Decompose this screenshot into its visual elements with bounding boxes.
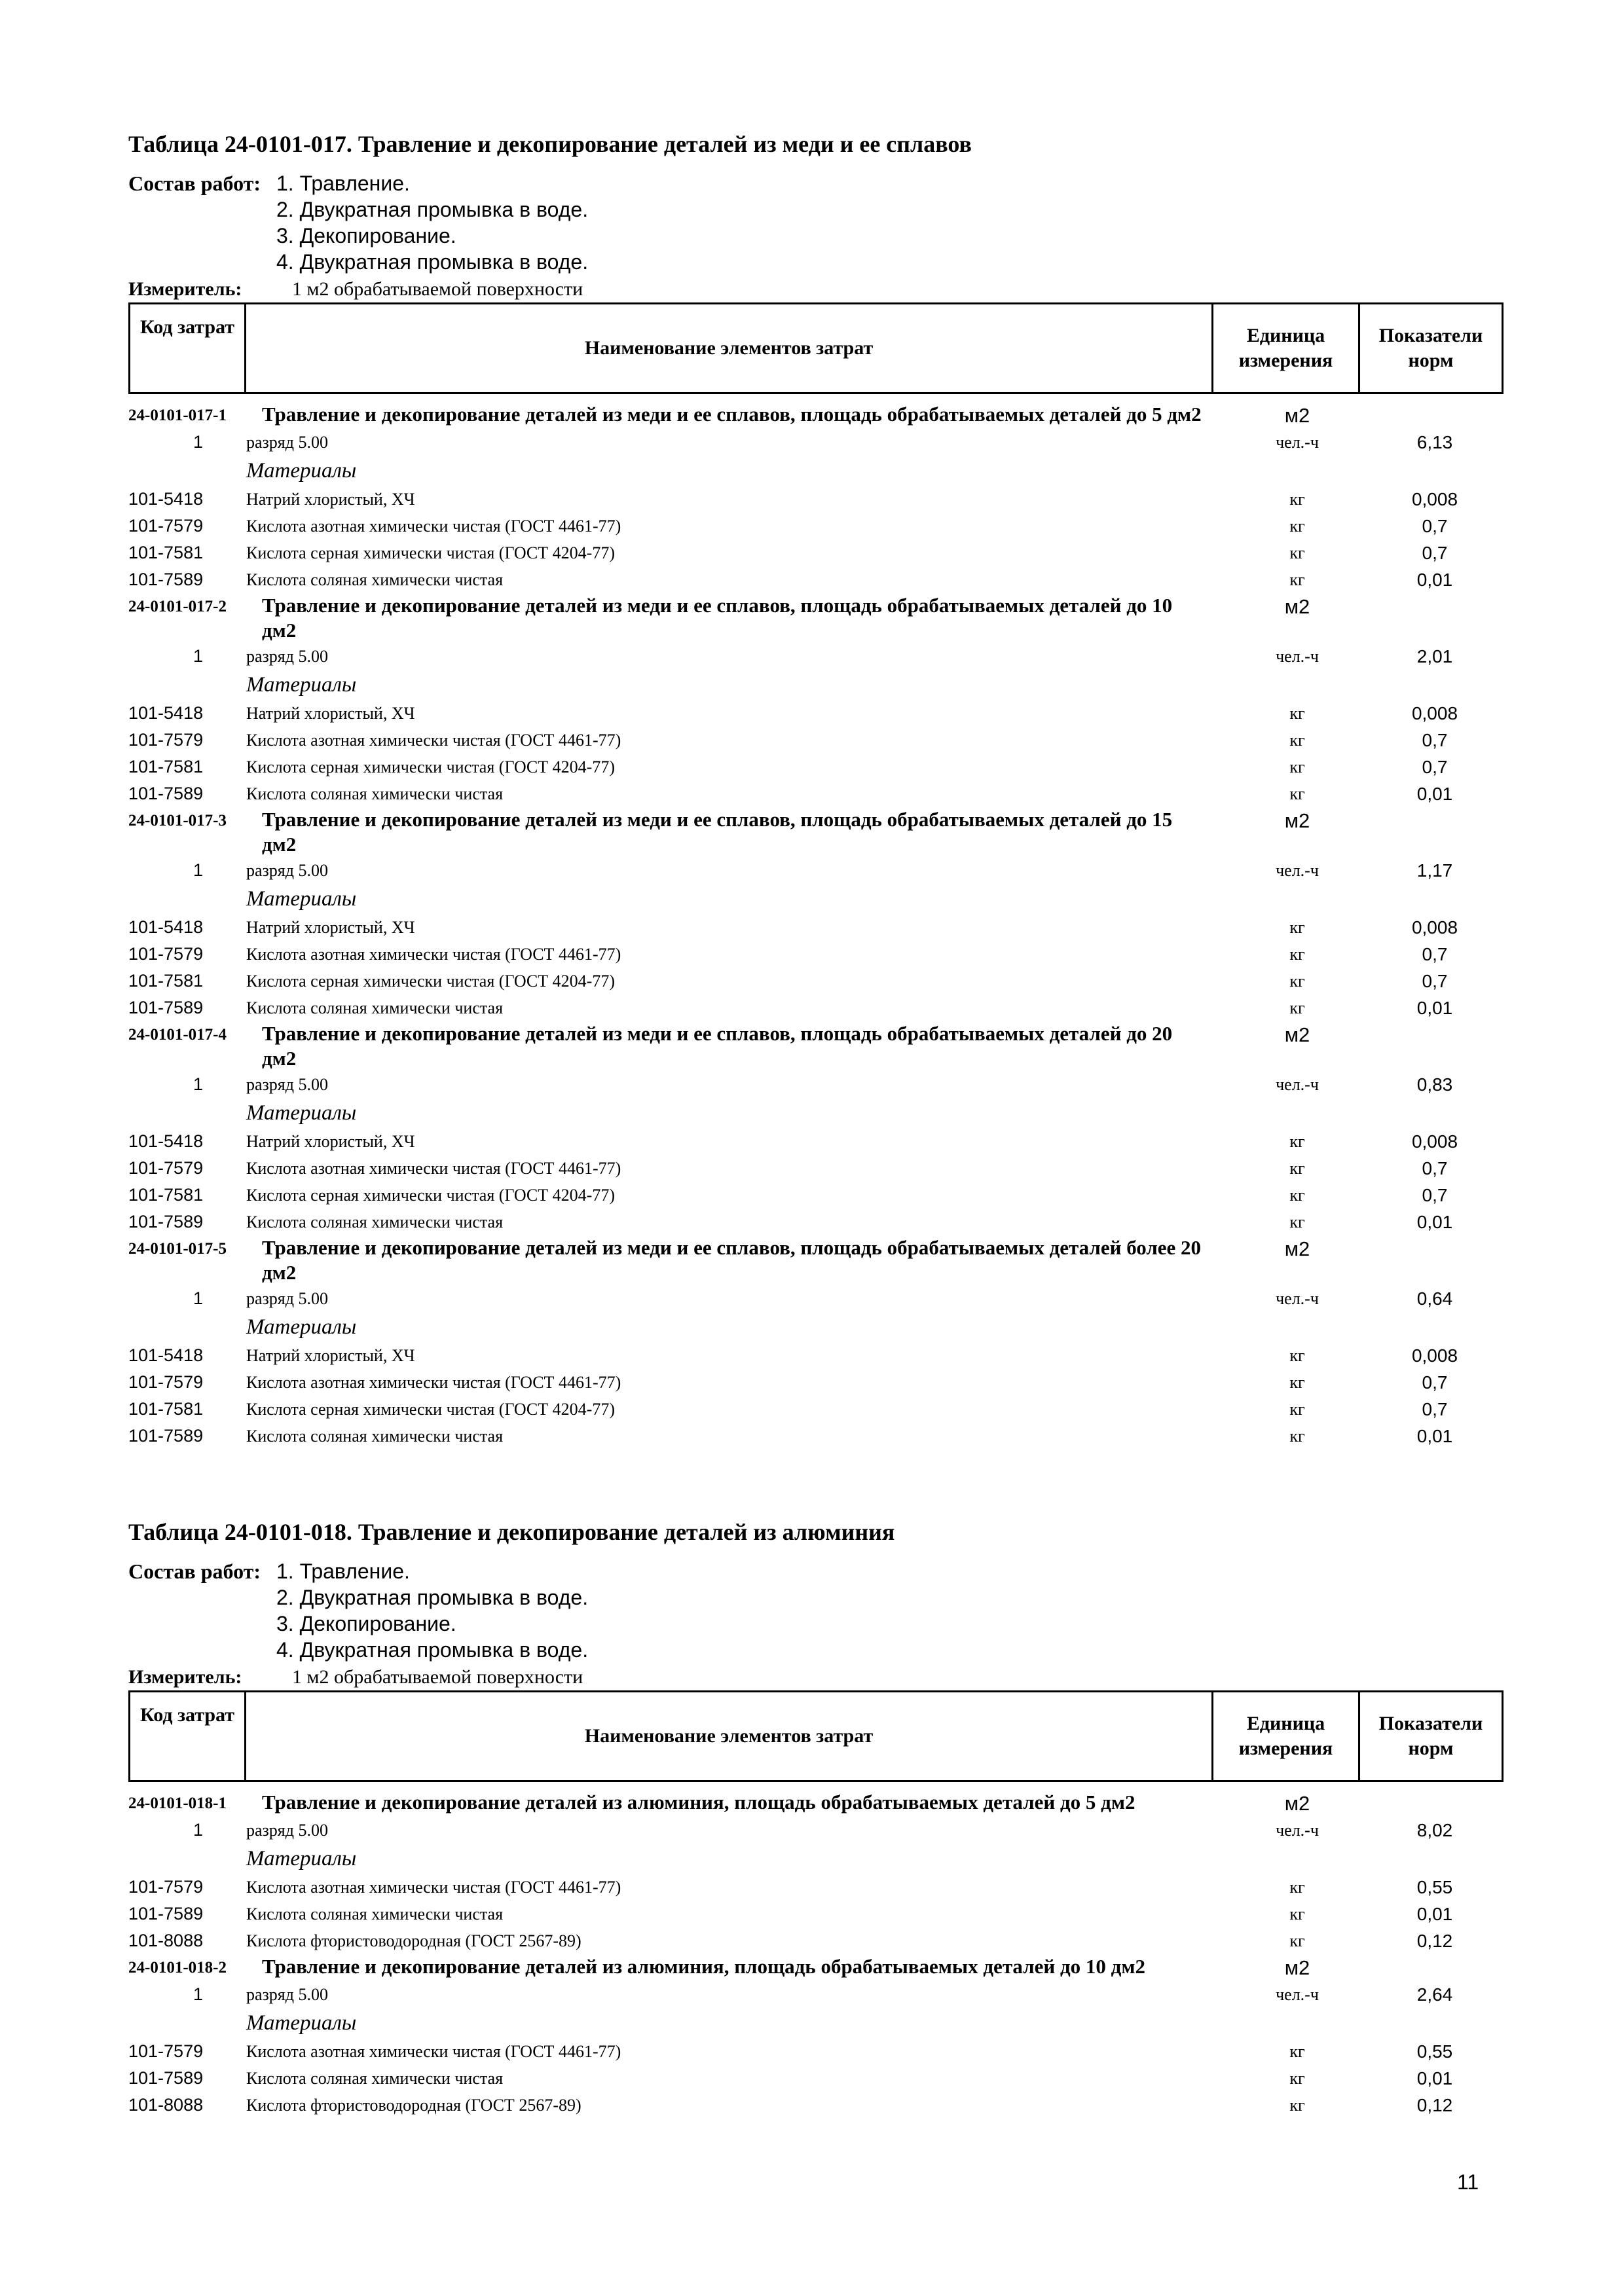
material-code: 101-7581	[128, 543, 204, 562]
material-row	[128, 1396, 1504, 1423]
cost-group-row	[128, 593, 1504, 643]
material-unit: кг	[1289, 972, 1305, 991]
labor-name: разряд 5.00	[246, 647, 328, 666]
cost-name: Травление и декопирование деталей из меди и ее сплавов, площадь обрабатываемых деталей до 10 дм2	[262, 594, 1173, 642]
labor-unit: чел.-ч	[1276, 861, 1319, 880]
cost-code: 24-0101-017-2	[128, 598, 227, 615]
material-code: 101-7579	[128, 1158, 204, 1178]
material-row	[128, 1182, 1504, 1209]
material-name: Кислота фтористоводородная (ГОСТ 2567-89)	[246, 1931, 581, 1950]
materials-heading-row	[128, 1844, 1504, 1874]
material-name: Кислота азотная химически чистая (ГОСТ 4461-77)	[246, 731, 621, 750]
material-name: Кислота соляная химически чистая	[246, 2069, 504, 2088]
material-unit: кг	[1289, 784, 1305, 803]
material-unit: кг	[1289, 757, 1305, 776]
cost-group-row	[128, 1790, 1504, 1817]
material-name: Кислота серная химически чистая (ГОСТ 4204-77)	[246, 757, 615, 776]
material-unit: кг	[1289, 2096, 1305, 2115]
material-code: 101-5418	[128, 489, 204, 509]
labor-row	[128, 643, 1504, 670]
material-code: 101-7579	[128, 516, 204, 536]
header-norm: Показатели норм	[1378, 325, 1483, 371]
material-norm: 0,01	[1416, 784, 1453, 804]
labor-code: 1	[193, 646, 203, 666]
material-unit: кг	[1289, 2042, 1305, 2061]
material-code: 101-5418	[128, 703, 204, 723]
material-row	[128, 486, 1504, 513]
material-row	[128, 2092, 1504, 2119]
material-unit: кг	[1289, 1373, 1305, 1392]
material-name: Кислота соляная химически чистая	[246, 570, 504, 589]
material-code: 101-7581	[128, 1185, 204, 1205]
material-unit: кг	[1289, 1878, 1305, 1897]
header-name: Наименование элементов затрат	[246, 1692, 1213, 1780]
material-norm: 0,008	[1411, 703, 1458, 723]
labor-name: разряд 5.00	[246, 1985, 328, 2004]
materials-heading-row	[128, 670, 1504, 700]
material-norm: 0,008	[1411, 1345, 1458, 1366]
material-code: 101-7579	[128, 1877, 204, 1897]
material-row	[128, 1128, 1504, 1155]
material-row	[128, 513, 1504, 539]
cost-code: 24-0101-017-1	[128, 407, 227, 424]
cost-name: Травление и декопирование деталей из меди и ее сплавов, площадь обрабатываемых деталей до 15 дм2	[262, 808, 1173, 856]
cost-unit: м2	[1284, 595, 1310, 618]
labor-norm: 8,02	[1416, 1820, 1453, 1840]
cost-unit: м2	[1284, 1237, 1310, 1260]
material-norm: 0,55	[1416, 1877, 1453, 1897]
header-name: Наименование элементов затрат	[246, 304, 1213, 392]
cost-name: Травление и декопирование деталей из алюминия, площадь обрабатываемых деталей до 10 дм2	[262, 1955, 1145, 1978]
labor-row	[128, 1981, 1504, 2008]
labor-name: разряд 5.00	[246, 1821, 328, 1840]
material-row	[128, 1209, 1504, 1235]
material-norm: 0,7	[1422, 516, 1448, 536]
labor-row	[128, 1071, 1504, 1098]
material-code: 101-5418	[128, 1345, 204, 1365]
labor-norm: 0,64	[1416, 1288, 1453, 1309]
material-row	[128, 1155, 1504, 1182]
material-unit: кг	[1289, 1212, 1305, 1231]
labor-unit: чел.-ч	[1276, 1289, 1319, 1308]
material-row	[128, 2065, 1504, 2092]
work-step: 2. Двукратная промывка в воде.	[276, 198, 589, 221]
material-code: 101-7579	[128, 944, 204, 964]
labor-row	[128, 1285, 1504, 1312]
material-name: Кислота соляная химически чистая	[246, 1427, 504, 1446]
material-row	[128, 968, 1504, 994]
table-header	[128, 1690, 1504, 1782]
labor-code: 1	[193, 1984, 203, 2004]
material-code: 101-7589	[128, 1426, 204, 1446]
material-unit: кг	[1289, 1159, 1305, 1178]
material-unit: кг	[1289, 2069, 1305, 2088]
cost-unit: м2	[1284, 809, 1310, 832]
labor-norm: 2,64	[1416, 1984, 1453, 2005]
work-step: 1. Травление.	[276, 1559, 410, 1583]
materials-heading: Материалы	[246, 1847, 357, 1870]
header-code: Код затрат	[130, 1692, 246, 1780]
material-norm: 0,7	[1422, 1372, 1448, 1393]
material-name: Натрий хлористый, ХЧ	[246, 490, 415, 509]
materials-heading-row	[128, 1098, 1504, 1128]
material-code: 101-7589	[128, 998, 204, 1017]
cost-unit: м2	[1284, 1956, 1310, 1979]
cost-unit: м2	[1284, 404, 1310, 427]
material-row	[128, 941, 1504, 968]
labor-name: разряд 5.00	[246, 1075, 328, 1094]
material-norm: 0,008	[1411, 917, 1458, 938]
material-norm: 0,7	[1422, 1399, 1448, 1419]
material-code: 101-7589	[128, 1212, 204, 1231]
work-steps	[276, 1558, 1504, 1663]
table-body	[128, 402, 1504, 1449]
work-steps	[276, 170, 1504, 275]
work-composition	[128, 170, 1504, 275]
labor-code: 1	[193, 860, 203, 880]
material-unit: кг	[1289, 1931, 1305, 1950]
labor-row	[128, 1817, 1504, 1844]
material-unit: кг	[1289, 918, 1305, 937]
table-title: Таблица 24-0101-018. Травление и декопирование деталей из алюминия	[128, 1519, 895, 1545]
materials-heading: Материалы	[246, 2011, 357, 2035]
material-code: 101-5418	[128, 1131, 204, 1151]
material-unit: кг	[1289, 1132, 1305, 1151]
labor-name: разряд 5.00	[246, 861, 328, 880]
labor-code: 1	[193, 1288, 203, 1308]
material-unit: кг	[1289, 704, 1305, 723]
table-017-section	[128, 130, 1504, 1449]
material-code: 101-7589	[128, 570, 204, 589]
cost-group-row	[128, 1954, 1504, 1981]
labor-name: разряд 5.00	[246, 1289, 328, 1308]
material-norm: 0,12	[1416, 1931, 1453, 1951]
material-row	[128, 2038, 1504, 2065]
table-body	[128, 1790, 1504, 2119]
material-name: Кислота соляная химически чистая	[246, 1904, 504, 1923]
labor-unit: чел.-ч	[1276, 1985, 1319, 2004]
work-composition-label: Состав работ:	[128, 172, 261, 195]
material-name: Натрий хлористый, ХЧ	[246, 918, 415, 937]
material-norm: 0,7	[1422, 944, 1448, 964]
material-name: Кислота азотная химически чистая (ГОСТ 4461-77)	[246, 1159, 621, 1178]
material-row	[128, 1342, 1504, 1369]
material-row	[128, 754, 1504, 780]
material-norm: 0,01	[1416, 998, 1453, 1018]
cost-code: 24-0101-018-1	[128, 1795, 227, 1812]
work-step: 3. Декопирование.	[276, 1612, 456, 1635]
material-code: 101-5418	[128, 917, 204, 937]
labor-code: 1	[193, 1074, 203, 1094]
work-composition	[128, 1558, 1504, 1663]
material-row	[128, 1423, 1504, 1449]
work-step: 3. Декопирование.	[276, 224, 456, 247]
labor-unit: чел.-ч	[1276, 1821, 1319, 1840]
material-name: Кислота фтористоводородная (ГОСТ 2567-89)	[246, 2096, 581, 2115]
material-code: 101-7579	[128, 1372, 204, 1392]
material-row	[128, 700, 1504, 727]
material-code: 101-7581	[128, 1399, 204, 1419]
material-norm: 0,01	[1416, 1212, 1453, 1232]
measure	[128, 275, 1504, 301]
material-code: 101-8088	[128, 1931, 204, 1950]
measure-value: 1 м2 обрабатываемой поверхности	[292, 1666, 583, 1688]
material-norm: 0,008	[1411, 1131, 1458, 1152]
measure	[128, 1663, 1504, 1689]
material-code: 101-7589	[128, 2068, 204, 2088]
cost-group-row	[128, 807, 1504, 857]
header-unit: Единица измерения	[1213, 1692, 1360, 1780]
cost-name: Травление и декопирование деталей из алюминия, площадь обрабатываемых деталей до 5 дм2	[262, 1791, 1135, 1813]
material-unit: кг	[1289, 1400, 1305, 1419]
labor-norm: 0,83	[1416, 1074, 1453, 1095]
labor-code: 1	[193, 1820, 203, 1840]
measure-label: Измеритель:	[128, 1666, 242, 1688]
material-name: Кислота азотная химически чистая (ГОСТ 4461-77)	[246, 945, 621, 964]
material-row	[128, 539, 1504, 566]
cost-code: 24-0101-017-4	[128, 1026, 227, 1044]
material-code: 101-7581	[128, 757, 204, 776]
material-norm: 0,7	[1422, 971, 1448, 991]
material-norm: 0,7	[1422, 543, 1448, 563]
material-unit: кг	[1289, 543, 1305, 562]
cost-name: Травление и декопирование деталей из меди и ее сплавов, площадь обрабатываемых деталей более 20 дм2	[262, 1236, 1202, 1284]
material-name: Кислота соляная химически чистая	[246, 784, 504, 803]
header-norm: Показатели норм	[1378, 1713, 1483, 1759]
labor-unit: чел.-ч	[1276, 1075, 1319, 1094]
material-unit: кг	[1289, 945, 1305, 964]
materials-heading-row	[128, 884, 1504, 914]
measure-label: Измеритель:	[128, 278, 242, 300]
material-norm: 0,7	[1422, 1185, 1448, 1205]
material-code: 101-7581	[128, 971, 204, 991]
materials-heading: Материалы	[246, 459, 357, 483]
table-018-section	[128, 1518, 1504, 2119]
material-row	[128, 914, 1504, 941]
material-code: 101-7579	[128, 730, 204, 750]
material-norm: 0,7	[1422, 757, 1448, 777]
material-unit: кг	[1289, 1904, 1305, 1923]
work-composition-label: Состав работ:	[128, 1559, 261, 1583]
material-row	[128, 1874, 1504, 1901]
page-number: 11	[1457, 2170, 1479, 2194]
table-header	[128, 302, 1504, 394]
material-norm: 0,01	[1416, 1426, 1453, 1446]
materials-heading-row	[128, 2008, 1504, 2038]
materials-heading: Материалы	[246, 673, 357, 697]
cost-group-row	[128, 402, 1504, 429]
material-row	[128, 566, 1504, 593]
materials-heading: Материалы	[246, 887, 357, 911]
material-name: Натрий хлористый, ХЧ	[246, 1132, 415, 1151]
labor-norm: 6,13	[1416, 432, 1453, 452]
material-unit: кг	[1289, 490, 1305, 509]
material-name: Кислота соляная химически чистая	[246, 1212, 504, 1231]
labor-unit: чел.-ч	[1276, 433, 1319, 452]
work-step: 1. Травление.	[276, 172, 410, 195]
labor-row	[128, 857, 1504, 884]
header-unit: Единица измерения	[1213, 304, 1360, 392]
material-code: 101-8088	[128, 2095, 204, 2115]
labor-row	[128, 429, 1504, 456]
material-norm: 0,7	[1422, 730, 1448, 750]
material-row	[128, 780, 1504, 807]
material-code: 101-7589	[128, 1904, 204, 1923]
material-name: Кислота азотная химически чистая (ГОСТ 4461-77)	[246, 2042, 621, 2061]
material-row	[128, 1901, 1504, 1927]
material-unit: кг	[1289, 731, 1305, 750]
material-row	[128, 994, 1504, 1021]
material-unit: кг	[1289, 998, 1305, 1017]
labor-unit: чел.-ч	[1276, 647, 1319, 666]
labor-norm: 2,01	[1416, 646, 1453, 666]
material-row	[128, 1369, 1504, 1396]
material-unit: кг	[1289, 517, 1305, 536]
material-norm: 0,55	[1416, 2041, 1453, 2062]
material-unit: кг	[1289, 1186, 1305, 1205]
material-norm: 0,01	[1416, 1904, 1453, 1924]
material-name: Кислота соляная химически чистая	[246, 998, 504, 1017]
material-name: Кислота серная химически чистая (ГОСТ 4204-77)	[246, 1400, 615, 1419]
work-step: 2. Двукратная промывка в воде.	[276, 1586, 589, 1609]
labor-norm: 1,17	[1416, 860, 1453, 881]
materials-heading: Материалы	[246, 1101, 357, 1125]
material-code: 101-7579	[128, 2041, 204, 2061]
cost-group-row	[128, 1021, 1504, 1071]
cost-group-row	[128, 1235, 1504, 1285]
materials-heading: Материалы	[246, 1315, 357, 1339]
materials-heading-row	[128, 1312, 1504, 1342]
table-title: Таблица 24-0101-017. Травление и декопирование деталей из меди и ее сплавов	[128, 131, 972, 157]
materials-heading-row	[128, 456, 1504, 486]
material-name: Кислота серная химически чистая (ГОСТ 4204-77)	[246, 972, 615, 991]
measure-value: 1 м2 обрабатываемой поверхности	[292, 278, 583, 300]
material-name: Кислота азотная химически чистая (ГОСТ 4461-77)	[246, 517, 621, 536]
material-norm: 0,7	[1422, 1158, 1448, 1178]
material-row	[128, 1927, 1504, 1954]
cost-unit: м2	[1284, 1792, 1310, 1815]
material-unit: кг	[1289, 1346, 1305, 1365]
material-name: Кислота серная химически чистая (ГОСТ 4204-77)	[246, 1186, 615, 1205]
material-name: Кислота азотная химически чистая (ГОСТ 4461-77)	[246, 1878, 621, 1897]
work-step: 4. Двукратная промывка в воде.	[276, 1638, 589, 1662]
cost-code: 24-0101-017-5	[128, 1240, 227, 1258]
material-norm: 0,008	[1411, 489, 1458, 509]
cost-code: 24-0101-017-3	[128, 812, 227, 829]
cost-code: 24-0101-018-2	[128, 1959, 227, 1977]
labor-code: 1	[193, 432, 203, 452]
cost-name: Травление и декопирование деталей из меди и ее сплавов, площадь обрабатываемых деталей до 20 дм2	[262, 1022, 1173, 1070]
header-code: Код затрат	[130, 304, 246, 392]
material-norm: 0,12	[1416, 2095, 1453, 2115]
work-step: 4. Двукратная промывка в воде.	[276, 250, 589, 274]
material-unit: кг	[1289, 570, 1305, 589]
material-name: Натрий хлористый, ХЧ	[246, 704, 415, 723]
cost-unit: м2	[1284, 1023, 1310, 1046]
labor-name: разряд 5.00	[246, 433, 328, 452]
material-row	[128, 727, 1504, 754]
material-code: 101-7589	[128, 784, 204, 803]
material-name: Натрий хлористый, ХЧ	[246, 1346, 415, 1365]
material-name: Кислота азотная химически чистая (ГОСТ 4461-77)	[246, 1373, 621, 1392]
material-norm: 0,01	[1416, 2068, 1453, 2088]
material-norm: 0,01	[1416, 570, 1453, 590]
material-name: Кислота серная химически чистая (ГОСТ 4204-77)	[246, 543, 615, 562]
cost-name: Травление и декопирование деталей из меди и ее сплавов, площадь обрабатываемых деталей до 5 дм2	[262, 403, 1202, 426]
material-unit: кг	[1289, 1427, 1305, 1446]
